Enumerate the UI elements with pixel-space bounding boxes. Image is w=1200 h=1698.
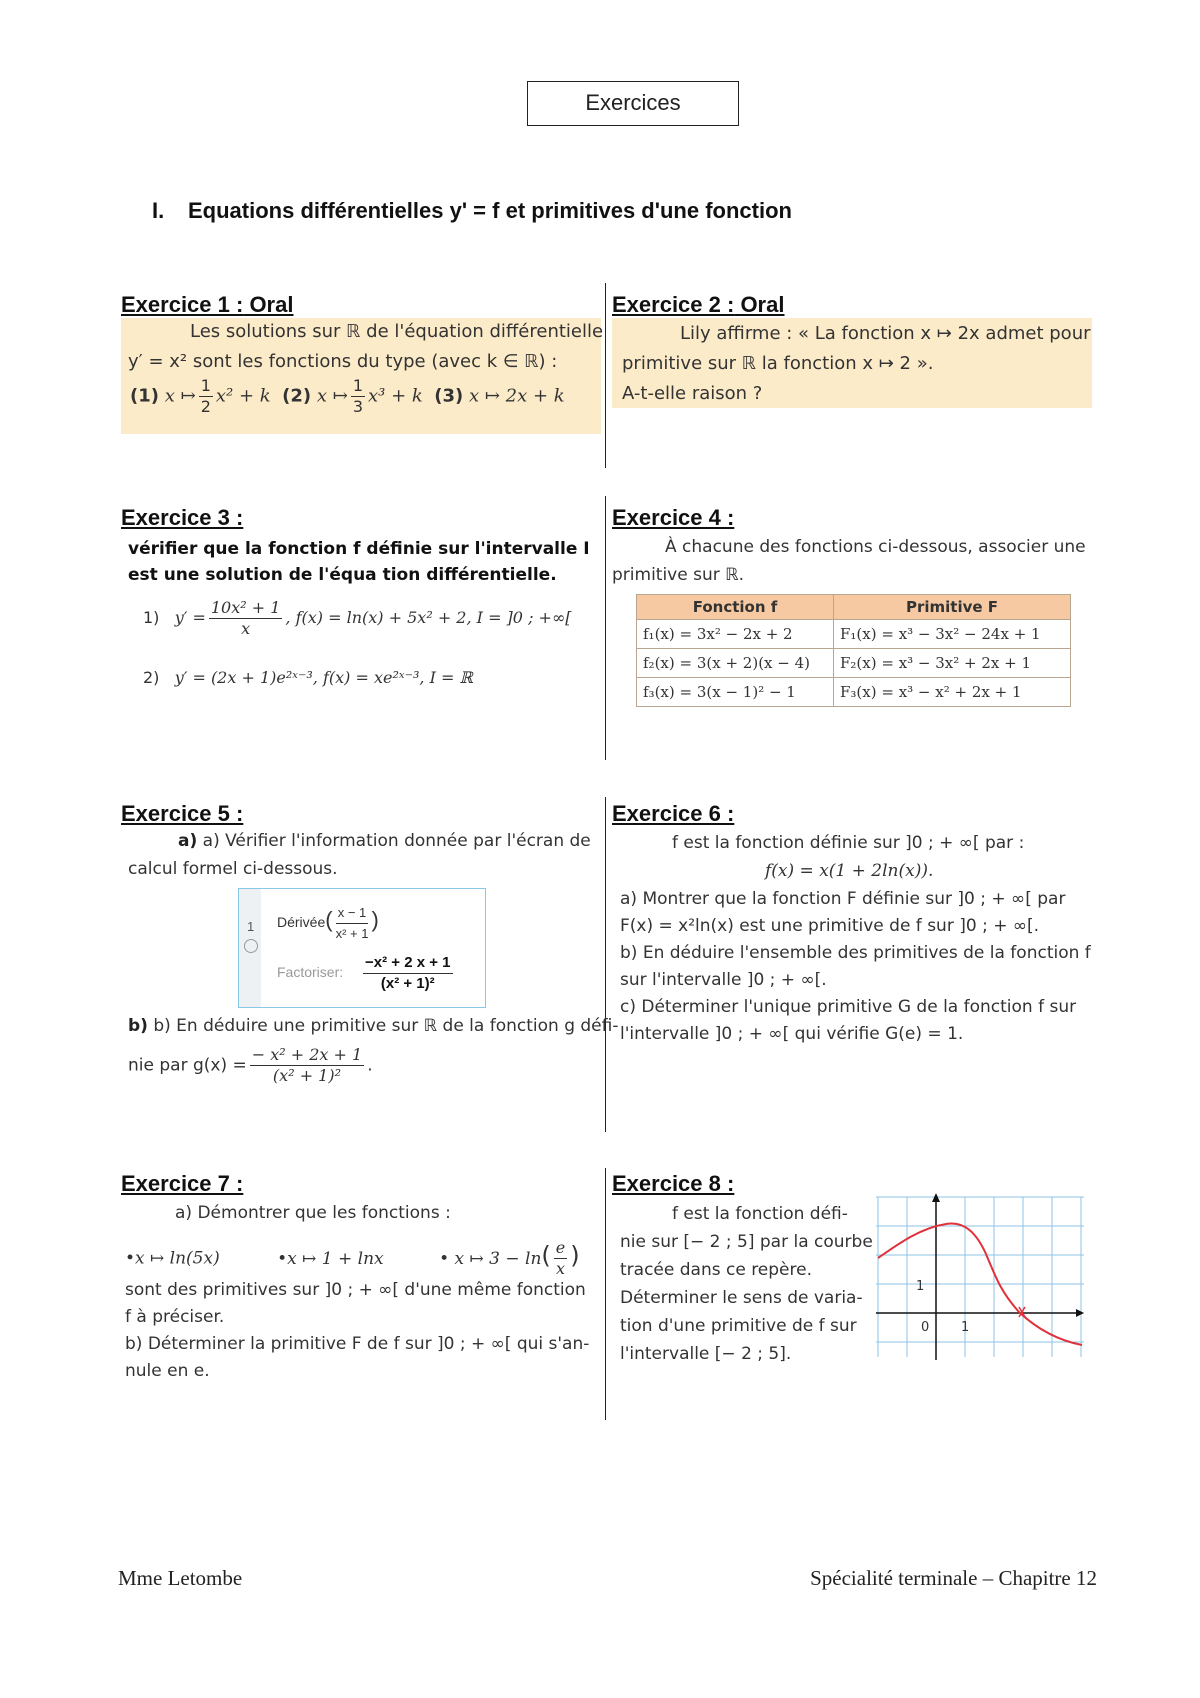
exercise-5-a-line2: calcul formel ci-dessous. <box>128 859 338 879</box>
calc-command-derivee: Dérivée <box>277 914 326 931</box>
table-cell: F₂(x) = x³ − 3x² + 2x + 1 <box>834 649 1071 678</box>
exercise-4-line2: primitive sur ℝ. <box>612 565 744 585</box>
exercise-3-title: Exercice 3 : <box>121 505 244 530</box>
function-1: •x ↦ ln(5x) <box>125 1248 220 1269</box>
exercise-6-line1: f est la fonction définie sur ]0 ; + ∞[ par : <box>672 833 1025 853</box>
option-2-fraction: $\frac{1}{3}$ <box>352 376 364 416</box>
exercise-1-line1: Les solutions sur ℝ de l'équation différentielle <box>190 321 604 342</box>
exercise-2-line2: primitive sur ℝ la fonction x ↦ 2 ». <box>622 353 934 374</box>
exercise-5-title: Exercice 5 : <box>121 801 244 826</box>
page-title: Exercices <box>527 81 739 126</box>
exercise-3-question-1 <box>143 598 572 639</box>
y-tick-label-1: 1 <box>916 1279 925 1294</box>
exercise-5-a-text: a) Vérifier l'information donnée par l'écran de <box>202 831 591 851</box>
exercise-7-line3: sont des primitives sur ]0 ; + ∞[ d'une même fonction <box>125 1280 586 1300</box>
q1-suffix: , f(x) = ln(x) + 5x² + 2, I = ]0 ; +∞[ <box>285 608 572 627</box>
calc-radio-icon[interactable] <box>244 939 258 953</box>
exercise-1-label: Exercice 1 : <box>121 292 244 317</box>
exercise-2-label: Exercice 2 : <box>612 292 735 317</box>
exercise-3-line1: vérifier que la fonction f définie sur l'intervalle I <box>128 539 590 559</box>
exercise-7-line6: nule en e. <box>125 1361 210 1381</box>
exercise-8-line3: tracée dans ce repère. <box>620 1260 812 1280</box>
exercise-8-line5: tion d'une primitive de f sur <box>620 1316 857 1336</box>
x-tick-label-1: 1 <box>961 1320 970 1335</box>
exercise-1-line2: y′ = x² sont les fonctions du type (avec k ∈ ℝ) : <box>128 351 558 372</box>
table-cell: F₁(x) = x³ − 3x² − 24x + 1 <box>834 620 1071 649</box>
exercise-2-line3: A-t-elle raison ? <box>622 383 763 404</box>
footer-chapter: Spécialité terminale – Chapitre 12 <box>810 1566 1097 1590</box>
calc-index: 1 <box>247 919 255 934</box>
primitive-table <box>636 594 1071 707</box>
exercise-5-b-text: b) En déduire une primitive sur ℝ de la fonction g défi- <box>153 1016 619 1036</box>
exercise-7-functions: •x ↦ ln(5x) •x ↦ 1 + lnx • x ↦ 3 − ln( $\frac{e}{x}$ ) <box>125 1238 580 1278</box>
exercise-8-line6: l'intervalle [− 2 ; 5]. <box>620 1344 792 1364</box>
exercise-7-title: Exercice 7 : <box>121 1171 244 1196</box>
table-header: Fonction f <box>637 595 834 620</box>
primitive-table-wrapper <box>636 594 1071 707</box>
column-divider <box>605 283 606 468</box>
function-2: •x ↦ 1 + lnx <box>277 1248 384 1269</box>
table-cell: f₁(x) = 3x² − 2x + 2 <box>637 620 834 649</box>
exercise-8-line1: f est la fonction défi- <box>672 1204 848 1224</box>
option-2-prefix: x ↦ <box>316 385 348 407</box>
footer-author: Mme Letombe <box>118 1566 243 1590</box>
calc-command-factoriser: Factoriser: <box>277 964 344 981</box>
exercise-5-b-prefix: nie par g(x) = <box>128 1055 247 1076</box>
option-1-label: (1) <box>130 385 159 407</box>
exercise-5-a-line1: a) a) Vérifier l'information donnée par l'écran de <box>178 831 591 851</box>
option-2-suffix: x³ + k <box>368 385 423 407</box>
exercise-8-title: Exercice 8 : <box>612 1171 735 1196</box>
exercise-5-fraction: $\frac{\text{− x² + 2x + 1}}{\text{(x² + 1)²}}$ <box>251 1045 363 1085</box>
q2-text: y′ = (2x + 1)e²ˣ⁻³, f(x) = xe²ˣ⁻³, I = ℝ <box>174 668 473 687</box>
exercise-7-line4: f à préciser. <box>125 1307 225 1327</box>
table-header: Primitive F <box>834 595 1071 620</box>
q2-label: 2) <box>143 668 160 687</box>
exercise-7-a: a) Démontrer que les fonctions : <box>175 1203 451 1223</box>
exercise-5-b-suffix: . <box>367 1055 373 1076</box>
column-divider <box>605 496 606 760</box>
column-divider <box>605 1168 606 1420</box>
exercise-4-title: Exercice 4 : <box>612 505 735 530</box>
exercise-5-b-line2 <box>128 1045 373 1086</box>
exercise-1-title <box>121 292 293 318</box>
option-1-prefix: x ↦ <box>164 385 196 407</box>
option-2-label: (2) <box>282 385 312 407</box>
section-heading <box>152 198 792 224</box>
exercise-1-options <box>130 376 565 417</box>
option-1-suffix: x² + k <box>215 385 271 407</box>
exercise-2-tag: Oral <box>740 292 785 317</box>
q1-label: 1) <box>143 608 160 627</box>
exercise-2-line1: Lily affirme : « La fonction x ↦ 2x admet pour <box>680 323 1091 344</box>
option-3-label: (3) <box>434 385 464 407</box>
section-number: I. <box>152 198 165 223</box>
column-divider <box>605 797 606 1132</box>
exercise-6-line8: l'intervalle ]0 ; + ∞[ qui vérifie G(e) = 1. <box>620 1024 964 1044</box>
exercise-6-line5: b) En déduire l'ensemble des primitives de la fonction f <box>620 943 1091 963</box>
q1-fraction: $\frac{\text{10x² + 1}}{x}$ <box>210 598 281 638</box>
calc-row-2: Factoriser: $\frac{\text{−x² + 2 x + 1}}{\text{(x² + 1)²}}$ <box>277 954 451 992</box>
x-axis-arrow-icon <box>1076 1309 1084 1317</box>
exercise-3-question-2 <box>143 664 473 691</box>
origin-label: 0 <box>921 1320 930 1335</box>
calc-row-1: Dérivée( $\frac{x - 1}{\text{x² + 1}}$ ) <box>277 905 379 941</box>
q1-prefix: y′ = <box>174 608 206 627</box>
exercise-5-b-line1: b) b) En déduire une primitive sur ℝ de la fonction g défi- <box>128 1016 619 1036</box>
option-3-text: x ↦ 2x + k <box>469 385 565 407</box>
exercise-8-line4: Déterminer le sens de varia- <box>620 1288 863 1308</box>
function-3-prefix: • x ↦ 3 − ln <box>439 1248 542 1269</box>
section-title: Equations différentielles y' = f et primitives d'une fonction <box>188 198 792 223</box>
table-cell: F₃(x) = x³ − x² + 2x + 1 <box>834 678 1071 707</box>
exercise-3-line2: est une solution de l'équa tion différentielle. <box>128 565 557 585</box>
exercise-1-tag: Oral <box>249 292 294 317</box>
table-cell: f₃(x) = 3(x − 1)² − 1 <box>637 678 834 707</box>
table-row <box>637 620 1071 649</box>
exercise-6-line7: c) Déterminer l'unique primitive G de la fonction f sur <box>620 997 1077 1017</box>
option-1-fraction: $\frac{1}{2}$ <box>200 376 211 416</box>
exercise-8-line2: nie sur [− 2 ; 5] par la courbe <box>620 1232 873 1252</box>
table-row <box>637 678 1071 707</box>
exercise-6-line6: sur l'intervalle ]0 ; + ∞[. <box>620 970 827 990</box>
exercise-7-line5: b) Déterminer la primitive F de f sur ]0 ; + ∞[ qui s'an- <box>125 1334 590 1354</box>
table-row <box>637 649 1071 678</box>
function-graph <box>876 1192 1086 1362</box>
exercise-2-title <box>612 292 784 318</box>
calc-screen <box>238 888 486 1008</box>
exercise-6-line3: a) Montrer que la fonction F définie sur ]0 ; + ∞[ par <box>620 889 1066 909</box>
exercise-6-title: Exercice 6 : <box>612 801 735 826</box>
exercise-6-line4: F(x) = x²ln(x) est une primitive de f sur ]0 ; + ∞[. <box>620 916 1040 936</box>
exercise-6-line2: f(x) = x(1 + 2ln(x)). <box>765 861 934 881</box>
table-cell: f₂(x) = 3(x + 2)(x − 4) <box>637 649 834 678</box>
exercise-4-line1: À chacune des fonctions ci-dessous, associer une <box>665 537 1086 557</box>
graph-grid <box>876 1197 1084 1357</box>
